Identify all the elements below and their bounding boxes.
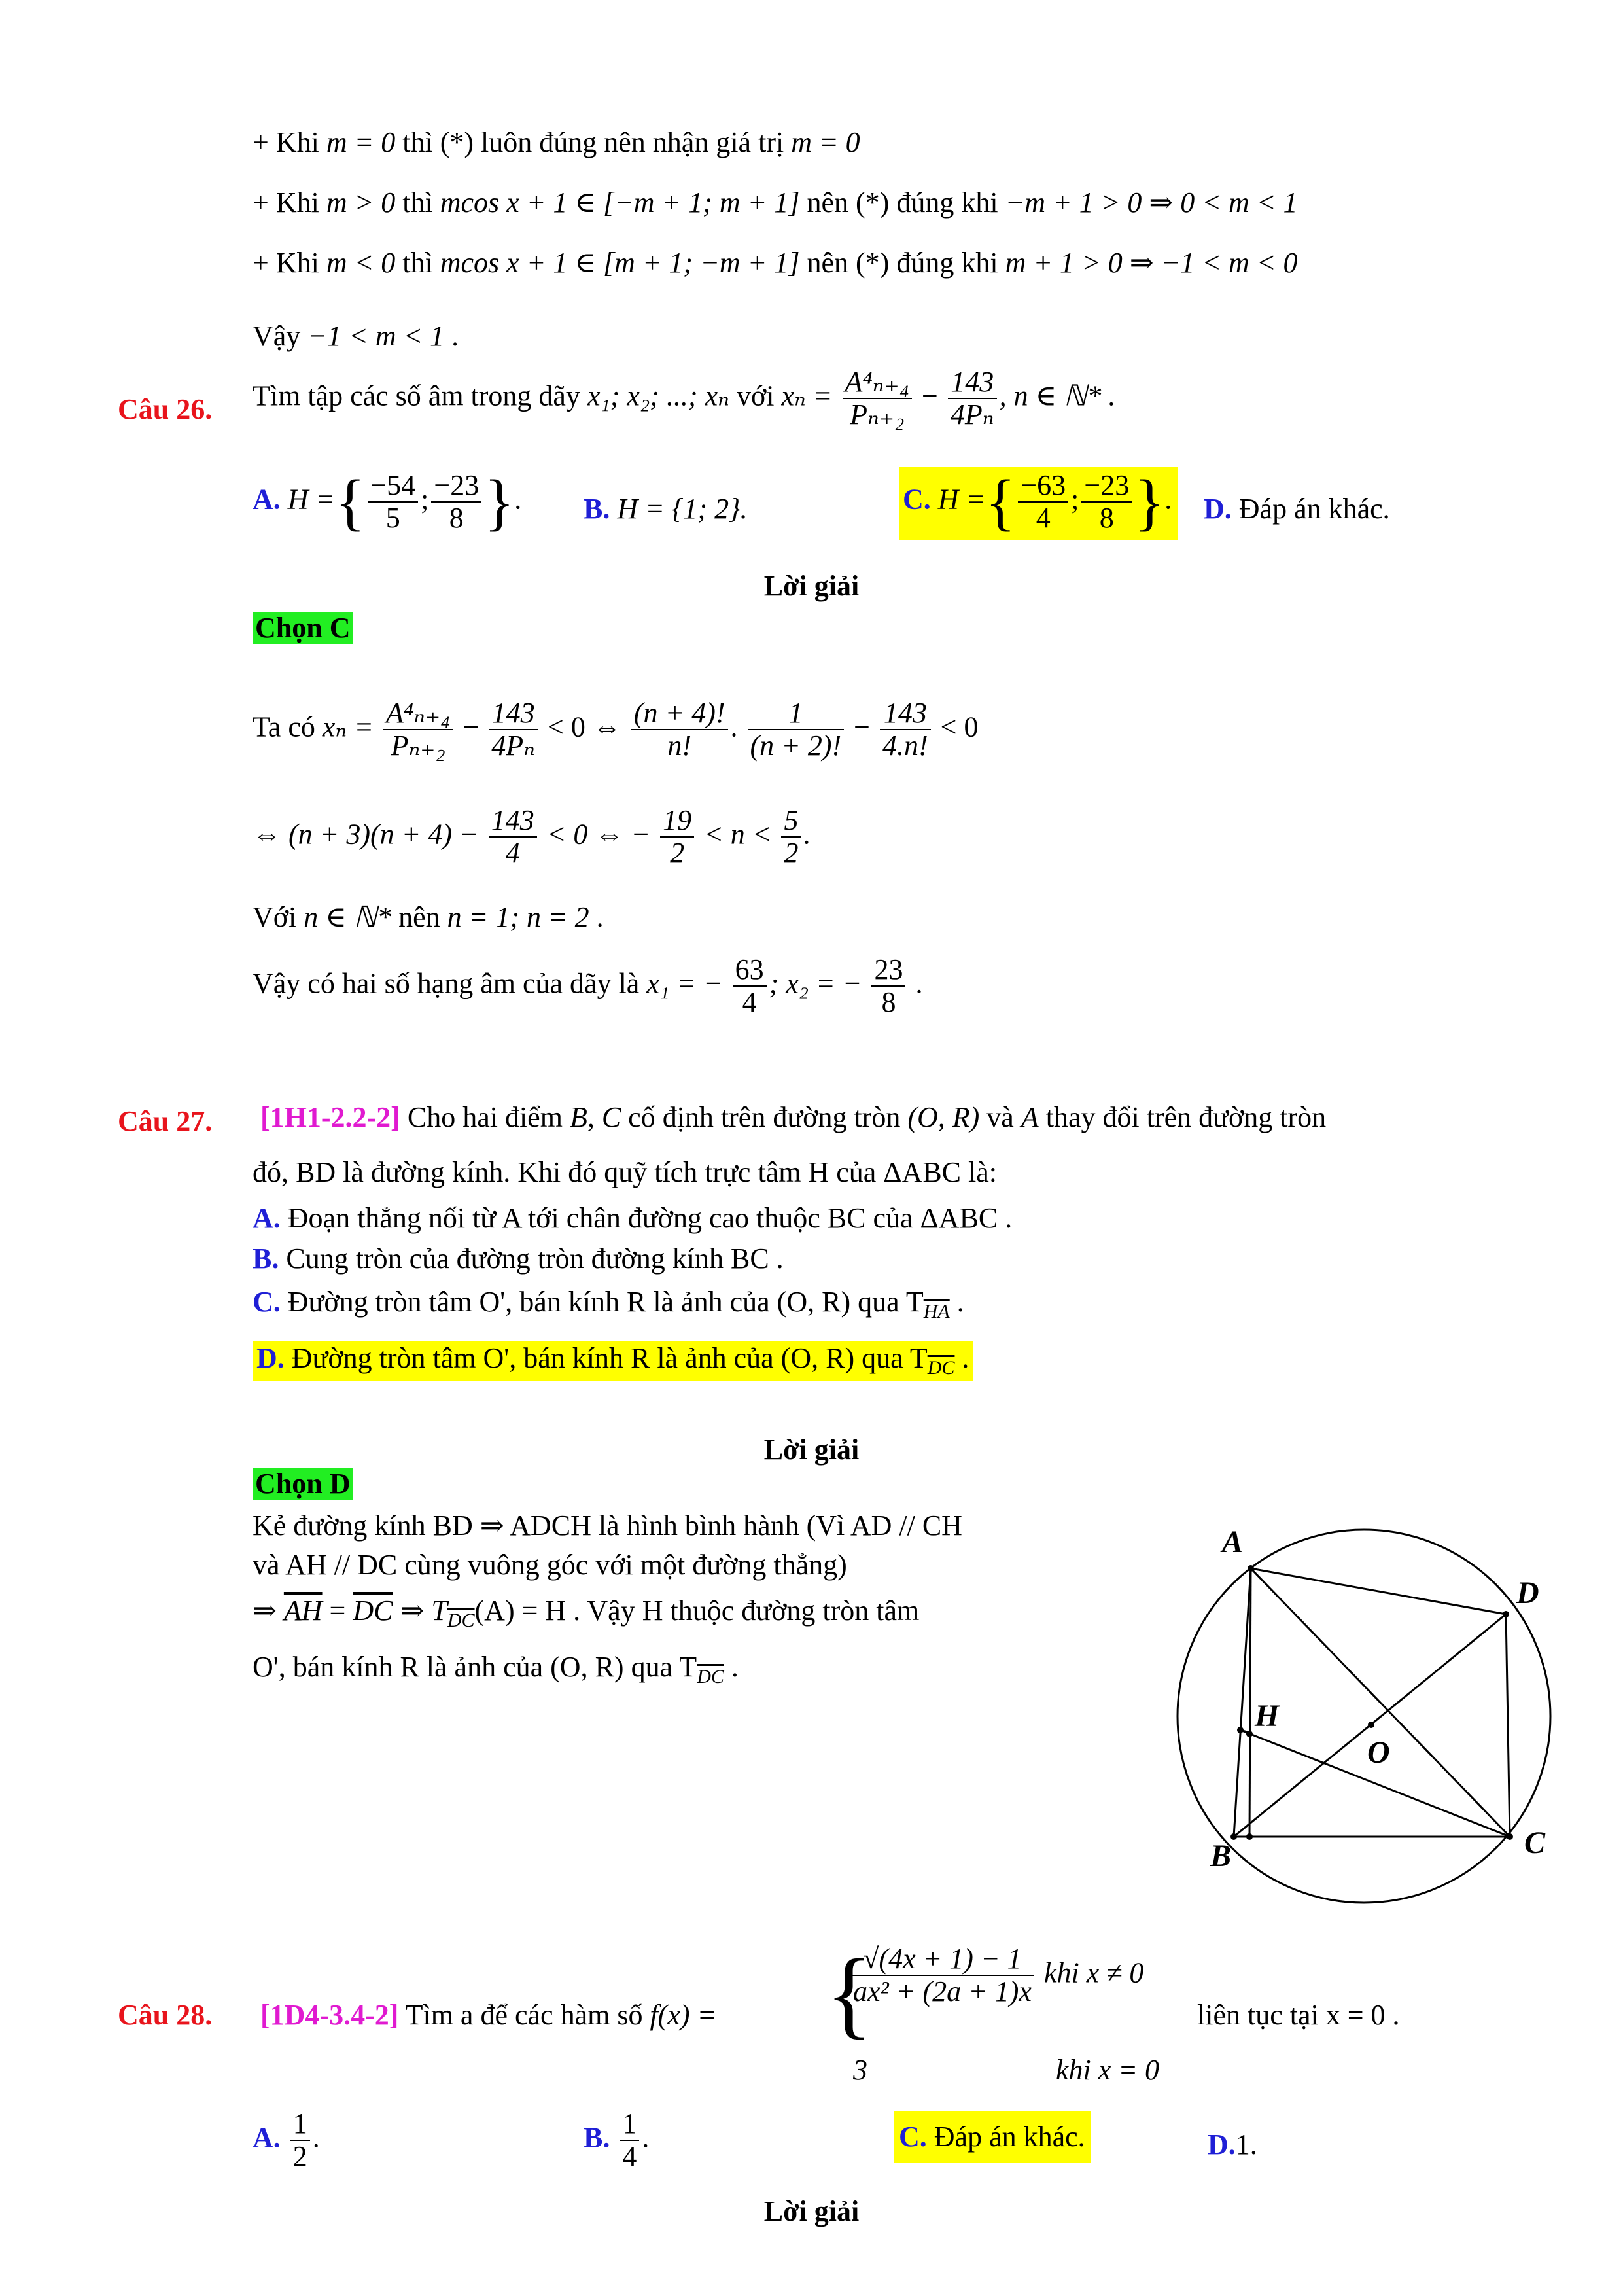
solution-text: Ta có bbox=[253, 711, 323, 743]
q28-case-condition: khi x ≠ 0 bbox=[1043, 1956, 1144, 1989]
point-d bbox=[1503, 1611, 1509, 1617]
option-fraction: $\frac{1}{2}$ bbox=[290, 2108, 310, 2173]
intro-text: nên (*) đúng khi bbox=[799, 186, 1005, 219]
solution-fraction: $\frac{19}{2}$ bbox=[660, 805, 694, 870]
q27-math: (O, R) bbox=[907, 1101, 980, 1133]
option-text: Đường tròn tâm O', bán kính R là ảnh của (O, R) qua T bbox=[287, 1286, 924, 1318]
option-label: B. bbox=[584, 493, 610, 525]
intro-text: thì bbox=[395, 247, 440, 279]
intro-math: −1 < m < 1 bbox=[307, 320, 445, 352]
solution-fraction: $\frac{1}{(n + 2)!}$ bbox=[748, 698, 845, 762]
intro-math: mcos x + 1 ∈ [m + 1; −m + 1] bbox=[440, 247, 800, 279]
intro-math: mcos x + 1 ∈ [−m + 1; m + 1] bbox=[440, 186, 800, 219]
q27-option-a[interactable] bbox=[253, 1204, 1012, 1233]
solution-text: (A) = H . Vậy H thuộc đường tròn tâm bbox=[474, 1595, 920, 1627]
q28-case-fraction: $\frac{√(4x + 1) - 1}{\text{ax² + (2a + 1)x}}$ bbox=[850, 1943, 1034, 2008]
q26-fraction-b: $\frac{143}{\text{4Pₙ}}$ bbox=[948, 366, 997, 431]
q28-case-value: 3 bbox=[853, 2054, 867, 2086]
intro-math: −m + 1 > 0 ⇒ 0 < m < 1 bbox=[1005, 186, 1298, 219]
option-fraction: $\frac{-23}{8}$ bbox=[1081, 470, 1132, 535]
brace-close: } bbox=[1134, 467, 1165, 537]
q27-math: A bbox=[1021, 1101, 1039, 1133]
intro-text: thì bbox=[395, 186, 440, 219]
q27-option-b[interactable] bbox=[253, 1245, 784, 1273]
option-fraction: $\frac{-23}{8}$ bbox=[431, 470, 481, 535]
intro-text: + Khi bbox=[253, 126, 326, 158]
point-c bbox=[1507, 1833, 1513, 1840]
label-c: C bbox=[1524, 1826, 1546, 1860]
q27-text: và bbox=[979, 1101, 1021, 1133]
q26-solution-title: Lời giải bbox=[763, 570, 860, 602]
q28-option-c[interactable] bbox=[894, 2111, 1091, 2163]
vector-subscript: DC bbox=[447, 1609, 475, 1631]
q26-text: Tìm tập các số âm trong dãy bbox=[253, 380, 587, 412]
vector-subscript: HA bbox=[923, 1300, 950, 1322]
q26-solution-line-2: ⇔ (n + 3)(n + 4) − $\frac{143}{4}$ < 0 ⇔ − $\frac{19}{2}$ < n < $\frac{5}{2}$ . bbox=[253, 804, 811, 870]
option-text: Đoạn thẳng nối từ A tới chân đường cao thuộc BC của ΔABC . bbox=[287, 1202, 1013, 1234]
q26-solution-line-4: Vậy có hai số hạng âm của dãy là x₁ = − $\frac{63}{4}$ ; x₂ = − $\frac{23}{8}$ . bbox=[253, 953, 923, 1019]
q26-option-d[interactable] bbox=[1204, 495, 1390, 523]
q28-option-a[interactable]: A. $\frac{1}{2}$ . bbox=[253, 2108, 320, 2173]
solution-math: = bbox=[322, 1595, 353, 1627]
option-fraction: $\frac{-63}{4}$ bbox=[1018, 470, 1068, 535]
solution-math: ⇒ T bbox=[393, 1595, 447, 1627]
solution-math: ⇔ (n + 3)(n + 4) − bbox=[253, 818, 479, 851]
solution-math: xₙ = bbox=[322, 711, 374, 743]
q27-statement-line-2: đó, BD là đường kính. Khi đó quỹ tích trực tâm H của ΔABC là: bbox=[253, 1156, 998, 1188]
q28-function: f(x) = bbox=[650, 1999, 717, 2031]
option-label: A. bbox=[253, 1202, 281, 1234]
option-math: H = bbox=[937, 483, 986, 516]
option-label: D. bbox=[1204, 493, 1232, 525]
q28-tail: liên tục tại x = 0 . bbox=[1197, 1999, 1400, 2031]
intro-math: m = 0 bbox=[326, 126, 396, 158]
q27-solution-line-3 bbox=[253, 1597, 919, 1631]
q27-solution-line-1: Kẻ đường kính BD ⇒ ADCH là hình bình hành (Vì AD // CH bbox=[253, 1510, 962, 1542]
q26-tail: , n ∈ ℕ* . bbox=[999, 380, 1116, 412]
q28-option-b[interactable]: B. $\frac{1}{4}$ . bbox=[584, 2108, 650, 2173]
brace-open: { bbox=[335, 467, 366, 537]
q26-fraction-a: $\frac{\text{A⁴ₙ₊₄}}{\text{Pₙ₊₂}}$ bbox=[843, 366, 913, 431]
option-label: C. bbox=[253, 1286, 281, 1318]
segment-ab bbox=[1234, 1568, 1251, 1837]
q28-label: Câu 28. bbox=[118, 1999, 213, 2031]
solution-fraction: $\frac{5}{2}$ bbox=[781, 805, 801, 870]
intro-text: thì (*) luôn đúng nên nhận giá trị bbox=[395, 126, 792, 158]
q27-solution-line-4: O', bán kính R là ảnh của (O, R) qua $T_{\overline{DC}}$ . bbox=[253, 1651, 739, 1687]
solution-fraction: $\frac{\text{A⁴ₙ₊₄}}{\text{Pₙ₊₂}}$ bbox=[383, 698, 453, 762]
q27-circle-figure bbox=[1151, 1505, 1570, 1924]
solution-text: nên bbox=[391, 901, 447, 933]
q28-case-2 bbox=[853, 2056, 867, 2085]
q26-solution-line-1: Ta có xₙ = $\frac{\text{A⁴ₙ₊₄}}{\text{Pₙ₊₂}}$ − $\frac{143}{\text{4Pₙ}}$ < 0 ⇔ $\frac{(n + 4)!}{n!}$ . $\frac{1}{(n + 2)!}$ − $\frac{143}{4.n!}$ < 0 bbox=[253, 697, 979, 762]
q27-statement-line-1 bbox=[260, 1103, 1326, 1132]
q27-math: B, C bbox=[569, 1101, 621, 1133]
vector-ah: $\overline{AH}$ bbox=[283, 1595, 323, 1627]
option-label: D. bbox=[256, 1342, 285, 1374]
point-h bbox=[1246, 1731, 1253, 1737]
intro-line-2 bbox=[253, 188, 1297, 217]
point-a bbox=[1248, 1565, 1254, 1572]
solution-text: Với bbox=[253, 901, 304, 933]
intro-text: . bbox=[444, 320, 459, 352]
segment-dc bbox=[1506, 1614, 1510, 1837]
option-fraction: $\frac{-54}{5}$ bbox=[368, 470, 418, 535]
solution-math: ; x₂ = − bbox=[769, 967, 862, 1000]
foot-point bbox=[1237, 1727, 1244, 1733]
option-math: H = bbox=[287, 483, 336, 516]
circumcircle bbox=[1178, 1530, 1550, 1903]
solution-math: ⇒ bbox=[253, 1595, 284, 1627]
brace-close: } bbox=[484, 467, 515, 537]
solution-fraction: $\frac{63}{4}$ bbox=[733, 954, 767, 1019]
q27-option-d[interactable]: D. Đường tròn tâm O', bán kính R là ảnh của (O, R) qua $T_{\overline{DC}}$ . bbox=[253, 1341, 973, 1381]
q26-option-a[interactable]: A. H ={ $\frac{-54}{5}$ ; $\frac{-23}{8}$ }. bbox=[253, 467, 522, 537]
solution-fraction: $\frac{(n + 4)!}{n!}$ bbox=[631, 698, 728, 762]
q28-option-d[interactable] bbox=[1208, 2130, 1257, 2159]
intro-text: Vậy bbox=[253, 320, 308, 352]
solution-text: O', bán kính R là ảnh của (O, R) qua T bbox=[253, 1651, 697, 1683]
option-text: 1. bbox=[1235, 2128, 1257, 2161]
option-text: Đáp án khác. bbox=[1238, 493, 1390, 525]
q26-sequence: x₁; x₂; ...; xₙ bbox=[587, 380, 729, 412]
solution-math: n = 1; n = 2 bbox=[447, 901, 589, 933]
q27-solution-title: Lời giải bbox=[763, 1434, 860, 1466]
option-label: A. bbox=[253, 2121, 281, 2154]
q27-choice: Chọn D bbox=[253, 1468, 353, 1500]
vector-subscript: DC bbox=[927, 1356, 955, 1379]
brace-open: { bbox=[985, 467, 1016, 537]
intro-line-1 bbox=[253, 128, 860, 157]
intro-text: + Khi bbox=[253, 186, 326, 219]
q27-text: thay đổi trên đường tròn bbox=[1038, 1101, 1327, 1133]
q26-solution-line-3: Với n ∈ ℕ* nên n = 1; n = 2 . bbox=[253, 901, 604, 933]
label-b: B bbox=[1210, 1839, 1232, 1873]
label-o: O bbox=[1367, 1735, 1390, 1770]
intro-text: nên (*) đúng khi bbox=[799, 247, 1005, 279]
intro-math: m = 0 bbox=[791, 126, 860, 158]
solution-fraction: $\frac{23}{8}$ bbox=[871, 954, 905, 1019]
q28-text: Tìm a để các hàm số bbox=[398, 1999, 650, 2031]
q28-case-1 bbox=[848, 1943, 1143, 2008]
q26-option-b[interactable] bbox=[584, 495, 748, 523]
intro-math: m < 0 bbox=[326, 247, 396, 279]
solution-math: n ∈ ℕ* bbox=[304, 901, 392, 933]
q28-piecewise-brace: { bbox=[826, 1939, 873, 2048]
q27-code: [1H1-2.2-2] bbox=[260, 1101, 400, 1133]
q28-statement bbox=[260, 2001, 716, 2030]
solution-math: < n < bbox=[704, 818, 772, 851]
label-a: A bbox=[1222, 1525, 1244, 1559]
intro-text: + Khi bbox=[253, 247, 326, 279]
q26-text: với bbox=[729, 380, 782, 412]
q27-label: Câu 27. bbox=[118, 1105, 213, 1137]
point-o bbox=[1368, 1722, 1374, 1728]
intro-line-3 bbox=[253, 249, 1297, 277]
altitude-from-a bbox=[1249, 1568, 1251, 1837]
foot-point bbox=[1246, 1833, 1253, 1840]
option-label: C. bbox=[903, 483, 931, 516]
intro-math: m > 0 bbox=[326, 186, 396, 219]
option-label: D. bbox=[1208, 2128, 1236, 2161]
option-text: Cung tròn của đường tròn đường kính BC . bbox=[286, 1243, 784, 1275]
option-fraction: $\frac{1}{4}$ bbox=[620, 2108, 639, 2173]
label-d: D bbox=[1516, 1576, 1539, 1610]
intro-line-4 bbox=[253, 322, 459, 351]
vector-subscript: DC bbox=[697, 1665, 724, 1687]
q27-solution-line-2: và AH // DC cùng vuông góc với một đường thẳng) bbox=[253, 1549, 847, 1581]
solution-math: x₁ = − bbox=[646, 967, 723, 1000]
option-text: H = {1; 2}. bbox=[617, 493, 748, 525]
option-label: B. bbox=[253, 1243, 279, 1275]
q26-statement: Tìm tập các số âm trong dãy x₁; x₂; ...; xₙ với xₙ = $\frac{\text{A⁴ₙ₊₄}}{\text{Pₙ₊₂}}$ − $\frac{143}{\text{4Pₙ}}$ , n ∈ ℕ* . bbox=[253, 366, 1116, 431]
intro-math: m + 1 > 0 ⇒ −1 < m < 0 bbox=[1005, 247, 1298, 279]
q26-option-c[interactable]: C. H ={ $\frac{-63}{4}$ ; $\frac{-23}{8}$ }. bbox=[899, 467, 1178, 540]
option-label: C. bbox=[899, 2121, 927, 2153]
solution-fraction: $\frac{143}{4.n!}$ bbox=[880, 698, 931, 762]
point-b bbox=[1230, 1833, 1237, 1840]
q27-option-c[interactable]: C. Đường tròn tâm O', bán kính R là ảnh của (O, R) qua $T_{\overline{HA}}$ . bbox=[253, 1286, 964, 1322]
solution-fraction: $\frac{143}{\text{4Pₙ}}$ bbox=[489, 698, 538, 762]
q28-solution-title: Lời giải bbox=[763, 2195, 860, 2227]
option-text: Đáp án khác. bbox=[934, 2121, 1085, 2153]
q26-formula-lhs: xₙ = bbox=[781, 380, 833, 412]
solution-math: < 0 ⇔ − bbox=[546, 818, 651, 851]
vector-dc: $\overline{DC}$ bbox=[353, 1595, 393, 1627]
q27-text: Cho hai điểm bbox=[400, 1101, 570, 1133]
solution-fraction: $\frac{143}{4}$ bbox=[489, 805, 537, 870]
option-text: Đường tròn tâm O', bán kính R là ảnh của (O, R) qua T bbox=[291, 1342, 928, 1374]
q28-case-2-condition: khi x = 0 bbox=[1056, 2054, 1159, 2086]
solution-text: Vậy có hai số hạng âm của dãy là bbox=[253, 967, 647, 1000]
q28-code: [1D4-3.4-2] bbox=[260, 1999, 399, 2031]
label-h: H bbox=[1255, 1699, 1280, 1733]
q27-text: cố định trên đường tròn bbox=[621, 1101, 908, 1133]
q26-choice: Chọn C bbox=[253, 612, 353, 644]
option-label: B. bbox=[584, 2121, 610, 2154]
option-label: A. bbox=[253, 483, 281, 516]
q26-label: Câu 26. bbox=[118, 393, 213, 425]
